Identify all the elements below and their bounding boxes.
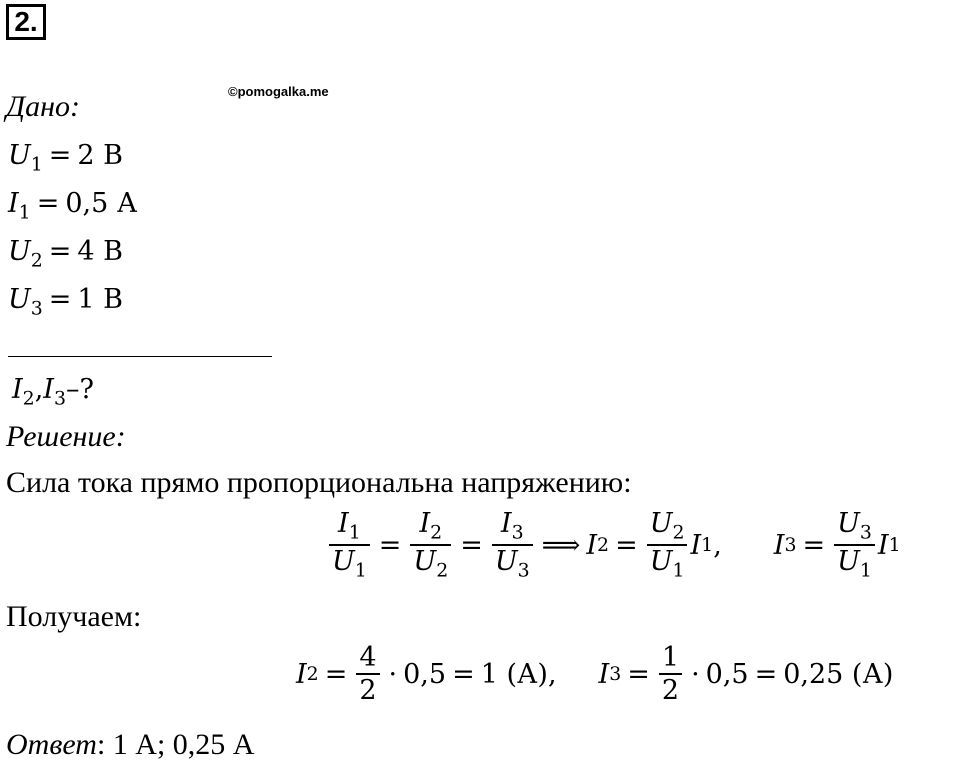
obtain-label: Получаем: (6, 600, 142, 633)
watermark: ©pomogalka.me (228, 84, 329, 99)
answer-label: Ответ (6, 728, 97, 761)
given-u2: $U_2 = 4$ В (8, 236, 124, 272)
given-label: Дано: (6, 90, 80, 123)
given-i1: $I_1 = 0,5$ А (8, 188, 138, 224)
given-divider (8, 356, 272, 357)
solution-label: Решение: (6, 420, 126, 453)
answer-line (6, 728, 254, 762)
problem-number: 2. (6, 4, 46, 40)
calculation-line: I 2 = $\frac{4}{2}$ · 0,5 = 1 (А), I 3 = $\frac{1}{2}$ · 0,5 = 0,25 (А) (296, 642, 894, 707)
proportion-formula: $\frac{I_1}{U_1}$ = $\frac{I_2}{U_2}$ = $\frac{I_3}{U_3}$ ⟹ I 2 = $\frac{U_2}{U_1}$ I 1 , I 3 = $\frac{U_3}{U_1}$ I 1 (326, 508, 901, 583)
proportionality-statement: Сила тока прямо пропорциональна напряжению: (6, 466, 632, 499)
given-u3: $U_3 = 1$ В (8, 284, 124, 320)
answer-text: : 1 А; 0,25 А (96, 728, 255, 761)
unknowns: $I_2,I_3-$? (12, 374, 94, 410)
given-u1: $U_1 = 2$ В (8, 140, 124, 176)
